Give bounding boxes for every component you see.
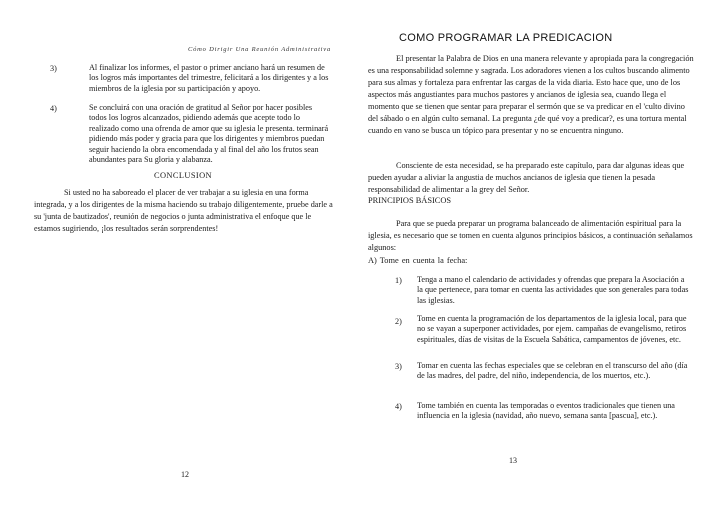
conclusion-heading: CONCLUSION	[154, 171, 212, 180]
list-item-number: 3)	[395, 362, 402, 371]
list-item-text: Tome en cuenta la programación de los departamentos de la iglesia local, para que no se vayan a superponer actividades, por ejem. campañas de evangelismo, retiros espirituales, días de visitas de la Escuela Sabática, campamentos de jóvenes, etc.	[417, 314, 687, 344]
list-item-number: 4)	[395, 402, 402, 411]
list-item-number: 2)	[395, 317, 402, 326]
list-item-number: 1)	[395, 276, 402, 285]
list-item-text: Se concluirá con una oración de gratitud al Señor por hacer posibles todos los logros alcanzados, pidiendo además que acepte todo lo realizado como una ofrenda de amor que su iglesia le presenta. terminará pidiendo más poder y gracia para que los dirigentes y miembros puedan seguir haciendo la obra encomendada y al final del año los frutos sean abundantes para Su gloria y alabanza.	[89, 103, 329, 165]
principles-paragraph: Para que se pueda preparar un programa balanceado de alimentación espiritual para la iglesia, es necesario que se tomen en cuenta algunos principios básicos, a continuación señalamos algunos:	[368, 219, 693, 252]
second-paragraph: Consciente de esta necesidad, se ha preparado este capítulo, para dar algunas ideas que pueden ayudar a aliviar la angustia de muchos ancianos de iglesia que tienen la pesada responsabilidad de alimentar a la grey del Señor.	[368, 161, 685, 194]
section-heading: PRINCIPIOS BÁSICOS	[368, 196, 452, 205]
right-page	[364, 0, 728, 516]
list-item-number: 3)	[50, 64, 57, 73]
intro-paragraph: El presentar la Palabra de Dios en una manera relevante y apropiada para la congregación es una responsabilidad solemne y sagrada. Los adoradores vienen a los cultos buscando alimento para sus almas y fortaleza para enfrentar las cargas de la vida diaria. Esto hace que, uno de los aspectos más angustiantes para muchos pastores y ancianos de iglesia sea, cuando llega el momento que se tienen que sentar para preparar el sermón que se va predicar en el 'culto divino del sábado o en algún culto semanal. La pregunta ¿de qué voy a predicar?, es una tortura mental cuando en vano se busca un tópico para presentar y no se encuentra ninguno.	[368, 54, 694, 135]
list-item-number: 4)	[50, 104, 57, 113]
chapter-title: COMO PROGRAMAR LA PREDICACION	[399, 32, 613, 44]
list-item-text: Tenga a mano el calendario de actividades y ofrendas que prepara la Asociación a la que pertenece, para tomar en cuenta las actividades que son generales para todas las iglesias.	[417, 275, 689, 305]
page-number: 13	[509, 456, 517, 465]
conclusion-text: Si usted no ha saboreado el placer de ver trabajar a su iglesia en una forma integrada, y a los dirigentes de la misma haciendo su trabajo diligentemente, pruebe darle a su 'junta de bautizados', reunión de negocios o junta administrativa el enfoque que le estamos sugiriendo, ¡los resultados serán sorprendentes!	[34, 188, 333, 233]
page-number: 12	[181, 470, 189, 479]
list-item-text: Tome también en cuenta las temporadas o eventos tradicionales que tienen una influencia en la iglesia (navidad, año nuevo, semana santa [pascua], etc.).	[417, 401, 675, 421]
running-head: Cómo Dirigir Una Reunión Administrativa	[188, 46, 332, 53]
list-item-text: Al finalizar los informes, el pastor o primer anciano hará un resumen de los logros más importantes del trimestre, felicitará a los dirigentes y a los miembros de la iglesia por su participación y apoyo.	[89, 63, 329, 93]
list-item-text: Tomar en cuenta las fechas especiales que se celebran en el transcurso del año (día de las madres, del padre, del niño, independencia, de los muertos, etc.).	[417, 361, 688, 381]
subheading: A) Tome en cuenta la fecha:	[368, 256, 468, 265]
